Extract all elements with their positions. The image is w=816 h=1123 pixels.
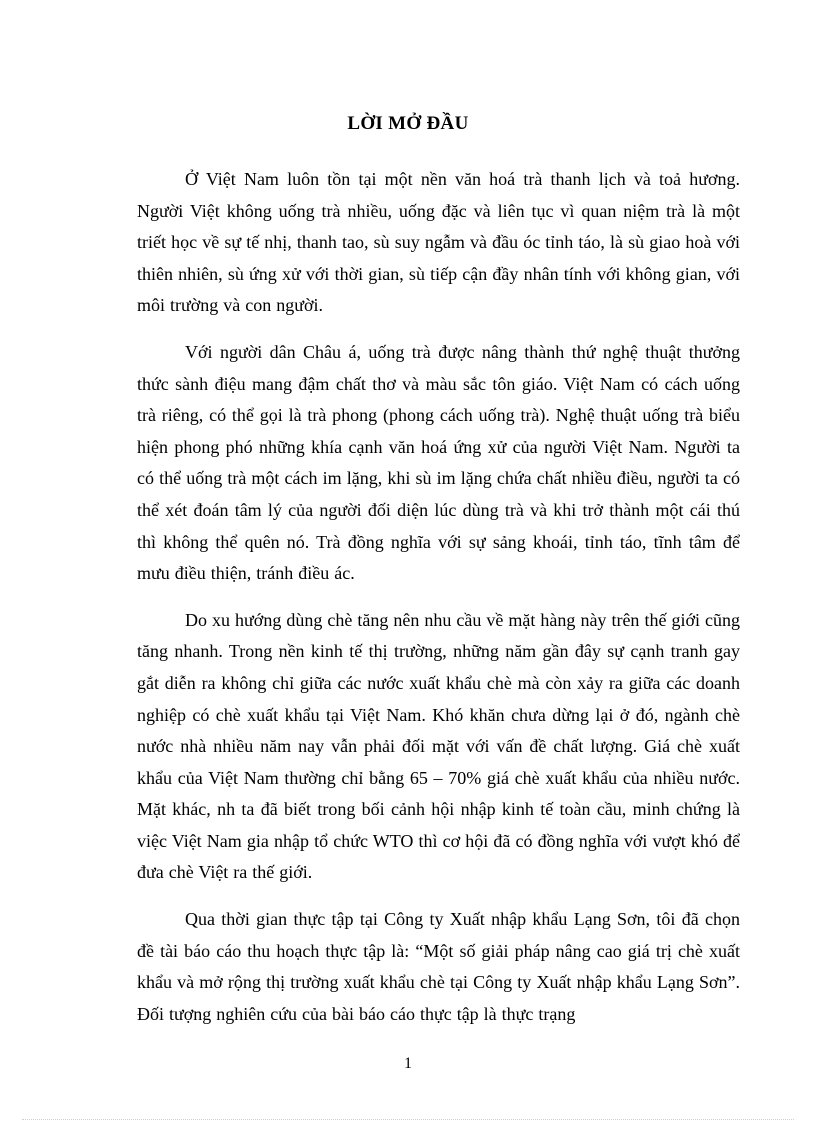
page-title: LỜI MỞ ĐẦU	[347, 113, 469, 134]
paragraph-1: Ở Việt Nam luôn tồn tại một nền văn hoá trà thanh lịch và toả hương. Người Việt không uống trà nhiều, uống đặc và liên tục vì quan niệm trà là một triết học về sự tế nhị, thanh tao, sù suy ngẫm và đầu óc tỉnh táo, là sù giao hoà với thiên nhiên, sù ứng xử với thời gian, sù tiếp cận đầy nhân tính với không gian, với môi trường và con người.	[137, 169, 740, 316]
page-bottom-divider	[22, 1119, 794, 1120]
paragraph-3: Do xu hướng dùng chè tăng nên nhu cầu về mặt hàng này trên thế giới cũng tăng nhanh. Trong nền kinh tế thị trường, những năm gần đây sự cạnh tranh gay gắt diễn ra không chỉ giữa các nước xuất khẩu chè mà còn xảy ra giữa các doanh nghiệp có chè xuất khẩu tại Việt Nam. Khó khăn chưa dừng lại ở đó, ngành chè nước nhà nhiều năm nay vẫn phải đối mặt với vấn đề chất lượng. Giá chè xuất khẩu của Việt Nam thường chỉ bằng 65 – 70% giá chè xuất khẩu của nhiều nước. Mặt khác, nh ta đã biết trong bối cảnh hội nhập kinh tế toàn cầu, minh chứng là việc Việt Nam gia nhập tổ chức WTO thì cơ hội đã có đồng nghĩa với vượt khó để đưa chè Việt ra thế giới.	[137, 609, 740, 883]
document-body	[137, 164, 740, 1045]
paragraph-4: Qua thời gian thực tập tại Công ty Xuất nhập khẩu Lạng Sơn, tôi đã chọn đề tài báo cáo thu hoạch thực tập là: “Một số giải pháp nâng cao giá trị chè xuất khẩu và mở rộng thị trường xuất khẩu chè tại Công ty Xuất nhập khẩu Lạng Sơn”. Đối tượng nghiên cứu của bài báo cáo thực tập là thực trạng	[137, 909, 740, 1024]
paragraph-2: Với người dân Châu á, uống trà được nâng thành thứ nghệ thuật thưởng thức sành điệu mang đậm chất thơ và màu sắc tôn giáo. Việt Nam có cách uống trà riêng, có thể gọi là trà phong (phong cách uống trà). Nghệ thuật uống trà biểu hiện phong phó những khía cạnh văn hoá ứng xử của người Việt Nam. Người ta có thể uống trà một cách im lặng, khi sù im lặng chứa chất nhiều điều, người ta có thể xét đoán tâm lý của người đối diện lúc dùng trà và khi trở thành một cái thú thì không thể quên nó. Trà đồng nghĩa với sự sảng khoái, tỉnh táo, tĩnh tâm để mưu điều thiện, tránh điều ác.	[137, 341, 740, 584]
page-number: 1	[404, 1055, 412, 1072]
